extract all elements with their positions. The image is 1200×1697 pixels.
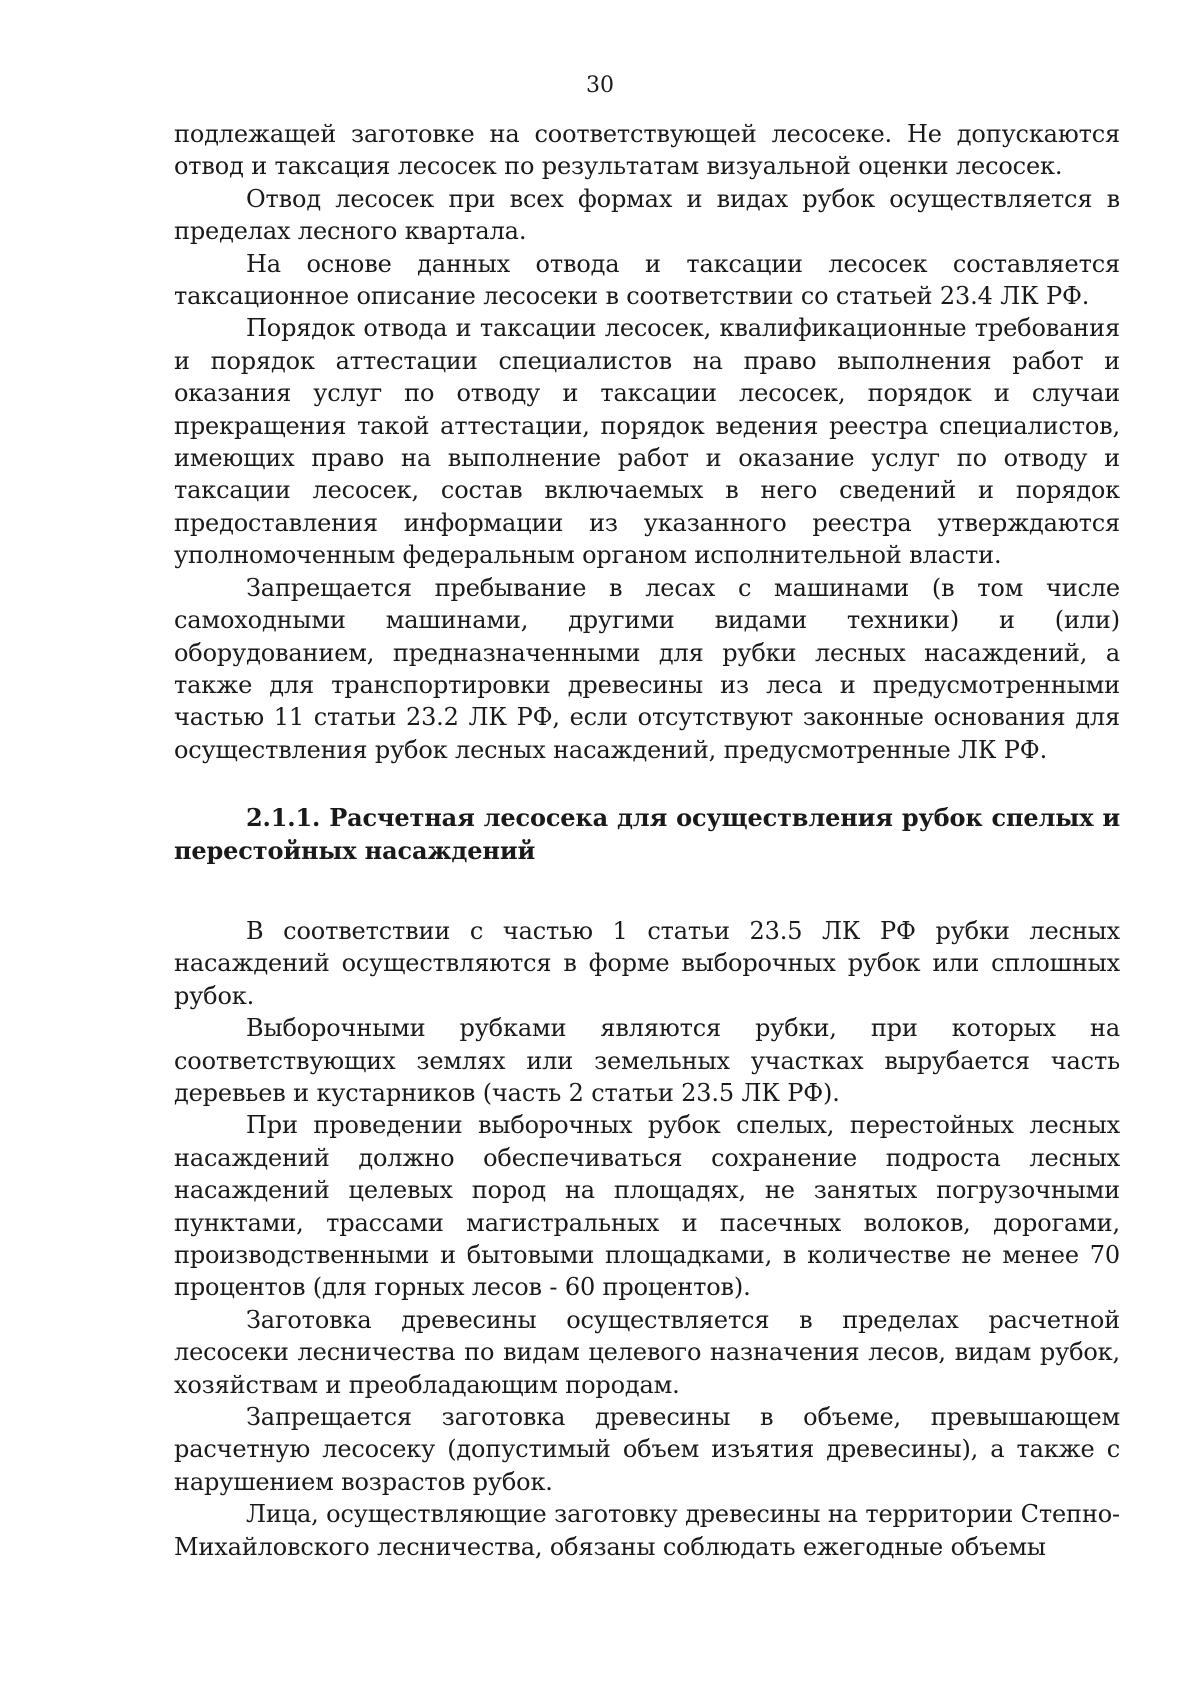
section-heading: 2.1.1. Расчетная лесосека для осуществления рубок спелых и перестойных насаждений: [174, 803, 1120, 865]
paragraph: Запрещается заготовка древесины в объеме, превышающем расчетную лесосеку (допустимый объем изъятия древесины), а также с нарушением возрастов рубок.: [174, 1403, 1120, 1496]
paragraph: Порядок отвода и таксации лесосек, квалификационные требования и порядок аттестации специалистов на право выполнения работ и оказания услуг по отводу и таксации лесосек, порядок и случаи прекращения такой аттестации, порядок ведения реестра специалистов, имеющих право на выполнение работ и оказание услуг по отводу и таксации лесосек, состав включаемых в него сведений и порядок предоставления информации из указанного реестра утверждаются уполномоченным федеральным органом исполнительной власти.: [174, 314, 1120, 570]
paragraph: подлежащей заготовке на соответствующей лесосеке. Не допускаются отвод и таксация лесосек по результатам визуальной оценки лесосек.: [174, 120, 1120, 181]
paragraph: На основе данных отвода и таксации лесосек составляется таксационное описание лесосеки в соответствии со статьей 23.4 ЛК РФ.: [174, 249, 1120, 311]
paragraphs-before-heading: [174, 118, 1120, 766]
document-body: [174, 118, 1120, 1563]
paragraph: Лица, осуществляющие заготовку древесины на территории Степно-Михайловского лесничества, обязаны соблюдать ежегодные объемы: [174, 1500, 1120, 1561]
paragraph: Запрещается пребывание в лесах с машинами (в том числе самоходными машинами, другими видами техники) и (или) оборудованием, предназначенными для рубки лесных насаждений, а также для транспортировки древесины из леса и предусмотренными частью 11 статьи 23.2 ЛК РФ, если отсутствуют законные основания для осуществления рубок лесных насаждений, предусмотренные ЛК РФ.: [174, 573, 1120, 764]
paragraph: В соответствии с частью 1 статьи 23.5 ЛК РФ рубки лесных насаждений осуществляются в форме выборочных рубок или сплошных рубок.: [174, 916, 1120, 1010]
page-number: 30: [586, 73, 614, 98]
paragraph: Отвод лесосек при всех формах и видах рубок осуществляется в пределах лесного квартала.: [174, 184, 1120, 246]
paragraph: Заготовка древесины осуществляется в пределах расчетной лесосеки лесничества по видам целевого назначения лесов, видам рубок, хозяйствам и преобладающим породам.: [174, 1305, 1120, 1399]
paragraph: При проведении выборочных рубок спелых, перестойных лесных насаждений должно обеспечиваться сохранение подроста лесных насаждений целевых пород на площадях, не занятых погрузочными пунктами, трассами магистральных и пасечных волоков, дорогами, производственными и бытовыми площадками, в количестве не менее 70 процентов (для горных лесов - 60 процентов).: [174, 1111, 1120, 1302]
paragraph: Выборочными рубками являются рубки, при которых на соответствующих землях или земельных участках вырубается часть деревьев и кустарников (часть 2 статьи 23.5 ЛК РФ).: [174, 1014, 1120, 1107]
paragraphs-after-heading: [174, 915, 1120, 1563]
